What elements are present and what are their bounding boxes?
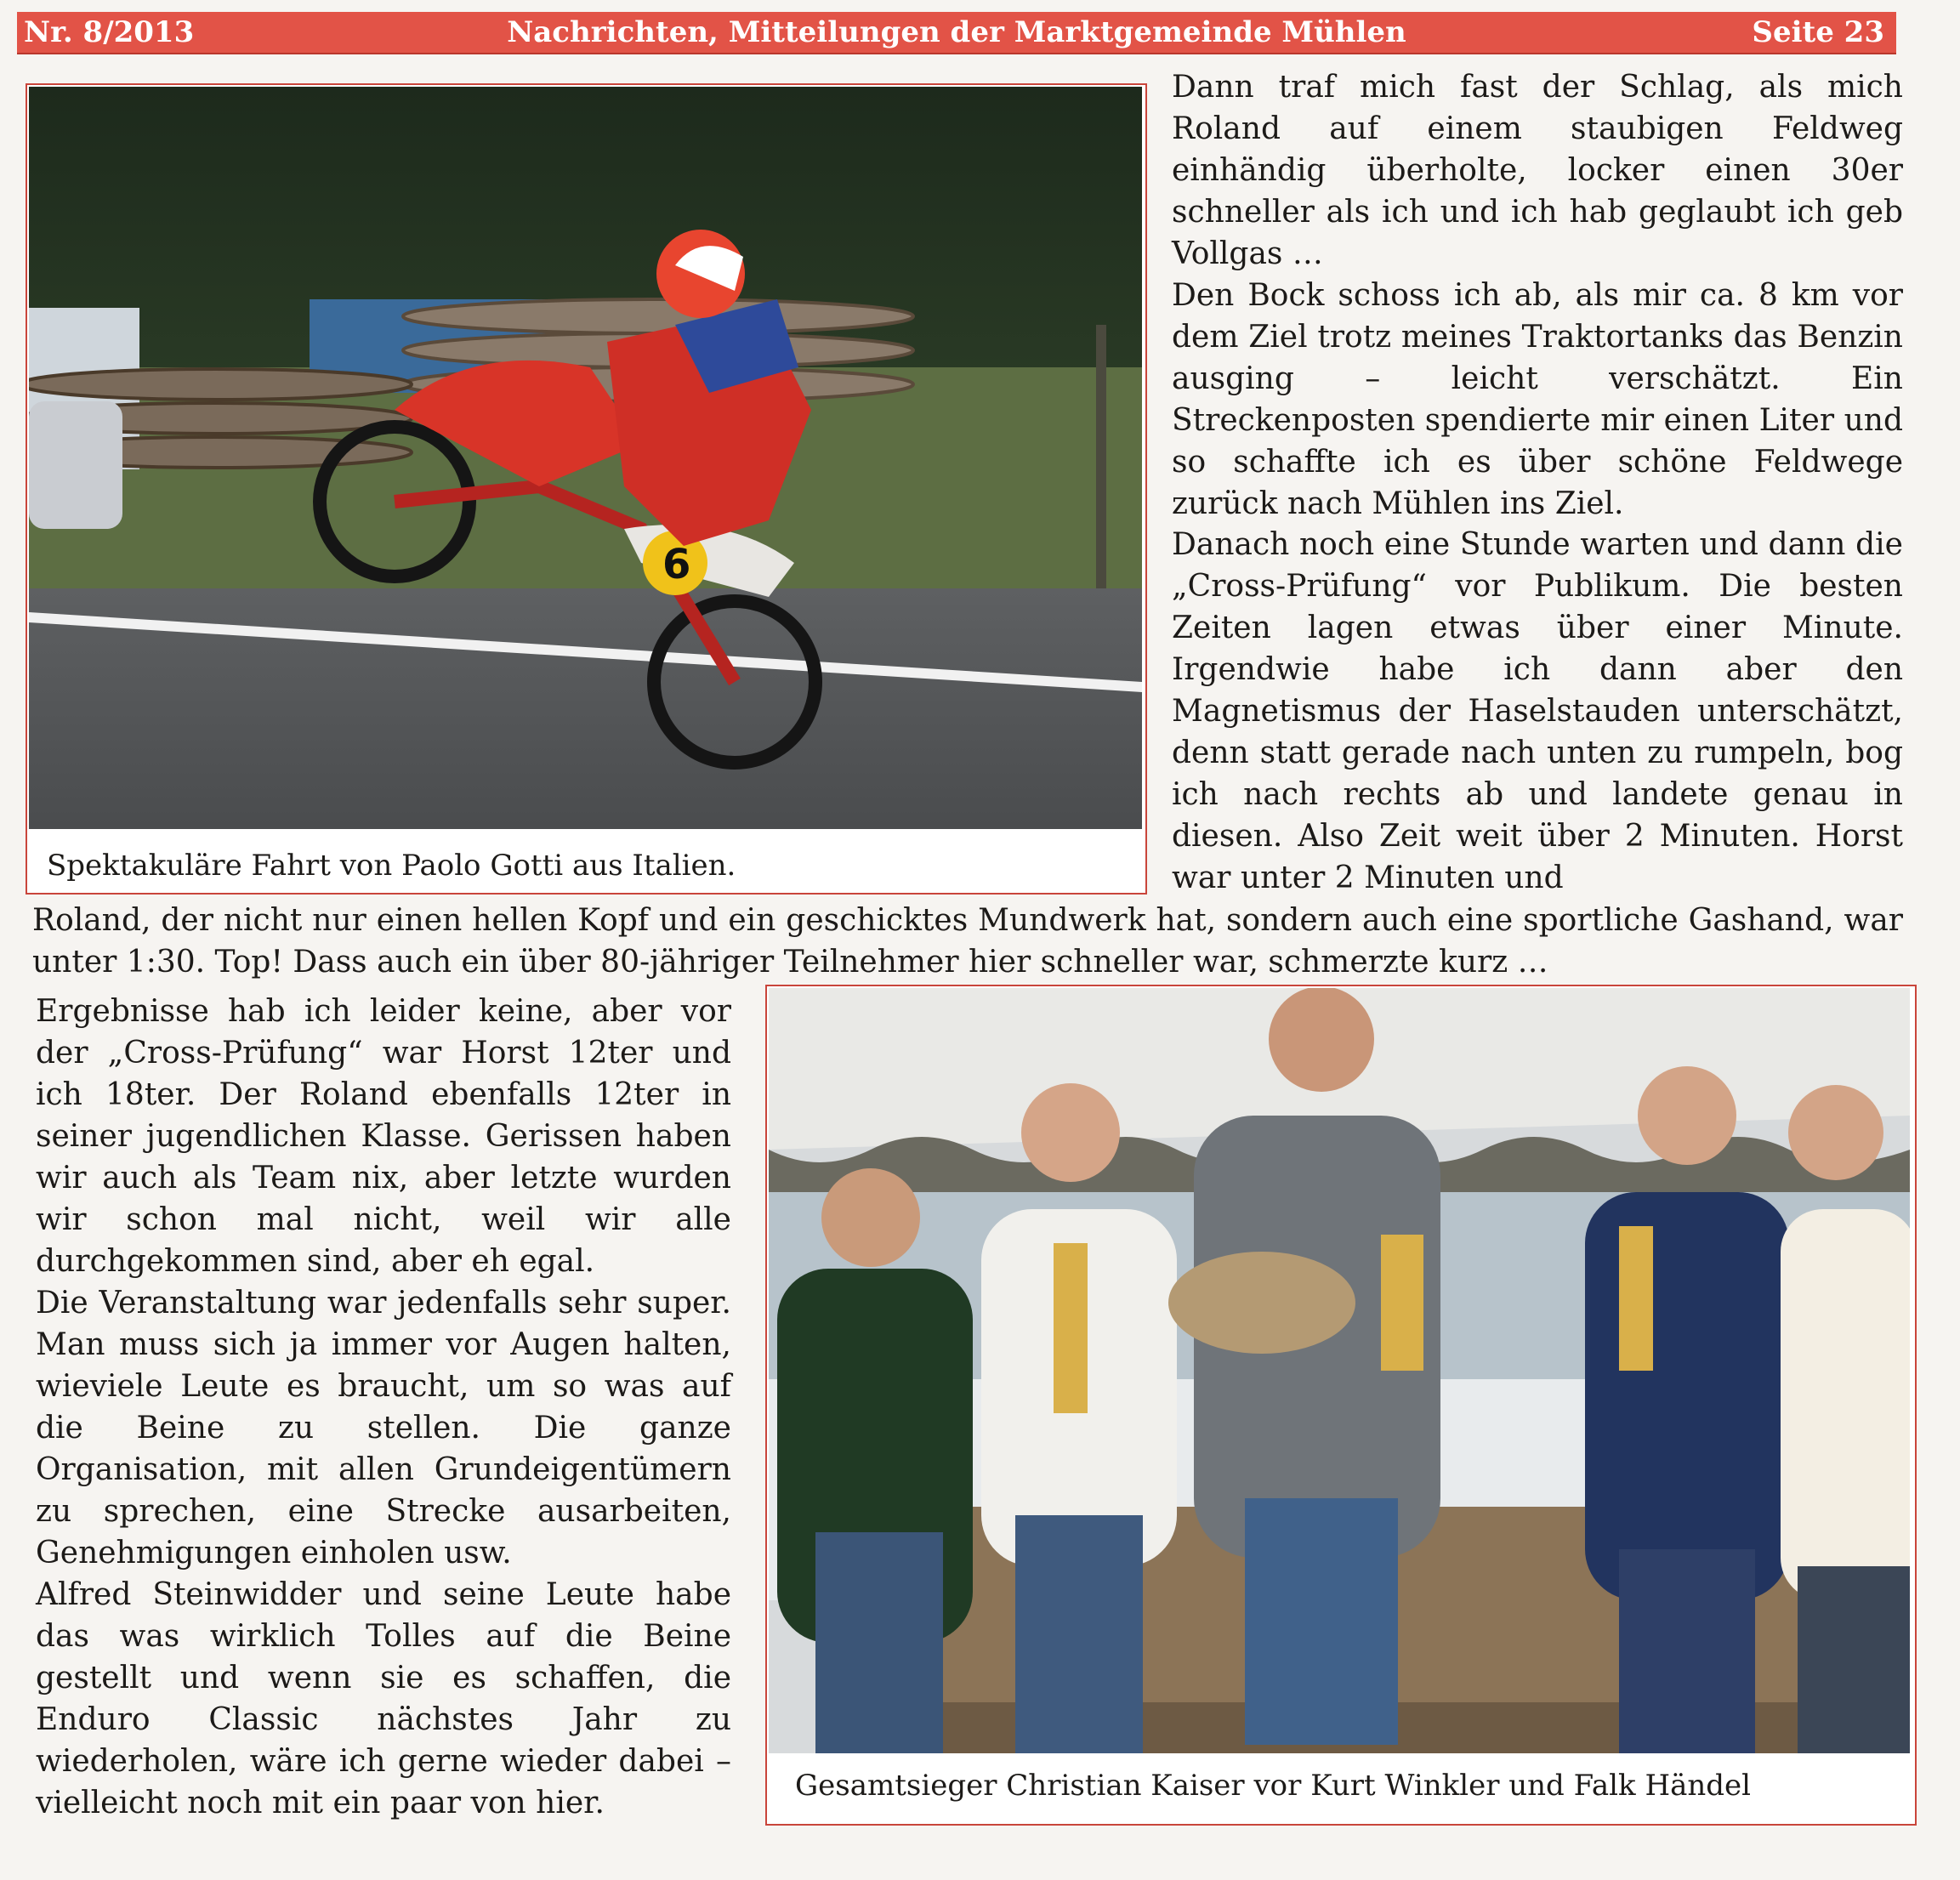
issue-number: Nr. 8/2013: [24, 15, 195, 49]
paragraph-1: Dann traf mich fast der Schlag, als mich Roland auf einem staubigen Feldweg einhändig überholte, locker einen 30er schneller als ich und ich hab geglaubt ich geb Vollgas …: [1172, 70, 1903, 271]
race-number-plate: 6: [662, 541, 691, 588]
bottom-photo-caption: Gesamtsieger Christian Kaiser vor Kurt Winkler und Falk Händel: [795, 1769, 1752, 1803]
podium-photo: [769, 988, 1910, 1753]
paragraph-3-continued: Roland, der nicht nur einen hellen Kopf und ein geschicktes Mundwerk hat, sondern auch eine sportliche Gashand, war unter 1:30. Top! Dass auch ein über 80-jähriger Teilnehmer hier schneller war, schmerzte kurz …: [32, 903, 1903, 980]
top-photo-caption: Spektakuläre Fahrt von Paolo Gotti aus Italien.: [47, 849, 736, 883]
paragraph-4: Ergebnisse hab ich leider keine, aber vor der „Cross-Prüfung“ war Horst 12ter und ich 18ter. Der Roland ebenfalls 12ter in seiner jugendlichen Klasse. Gerissen haben wir auch als Team nix, aber letzte wurden wir schon mal nicht, weil wir alle durchgekommen sind, aber eh egal.: [36, 994, 731, 1279]
newsletter-title: Nachrichten, Mitteilungen der Marktgemeinde Mühlen: [507, 15, 1406, 49]
paragraph-3: Danach noch eine Stunde warten und dann die „Cross-Prüfung“ vor Publikum. Die besten Zeiten lagen etwas über einer Minute. Irgendwie habe ich dann aber den Magnetismus der Haselstauden unterschätzt, denn statt gerade nach unten zu rumpeln, bog ich nach rechts ab und landete genau in diesen. Also Zeit weit über 2 Minuten. Horst war unter 2 Minuten und: [1172, 527, 1903, 895]
header-bar: [17, 12, 1896, 53]
motorcycle-wheelie-photo: [29, 87, 1142, 829]
paragraph-2: Den Bock schoss ich ab, als mir ca. 8 km vor dem Ziel trotz meines Traktortanks das Benzin ausging – leicht verschätzt. Ein Streckenposten spendierte mir einen Liter und so schaffte ich es über schöne Feldwege zurück nach Mühlen ins Ziel.: [1172, 278, 1903, 521]
paragraph-6: Alfred Steinwidder und seine Leute habe das was wirklich Tolles auf die Beine gestellt und wenn sie es schaffen, die Enduro Classic nächstes Jahr zu wiederholen, wäre ich gerne wieder dabei – vielleicht noch mit ein paar von hier.: [36, 1577, 731, 1820]
page-number: Seite 23: [1752, 15, 1884, 49]
paragraph-5: Die Veranstaltung war jedenfalls sehr super. Man muss sich ja immer vor Augen halten, wieviele Leute es braucht, um so was auf die Beine zu stellen. Die ganze Organisation, mit allen Grundeigentümern zu sprechen, eine Strecke ausarbeiten, Genehmigungen einholen usw.: [36, 1286, 731, 1570]
